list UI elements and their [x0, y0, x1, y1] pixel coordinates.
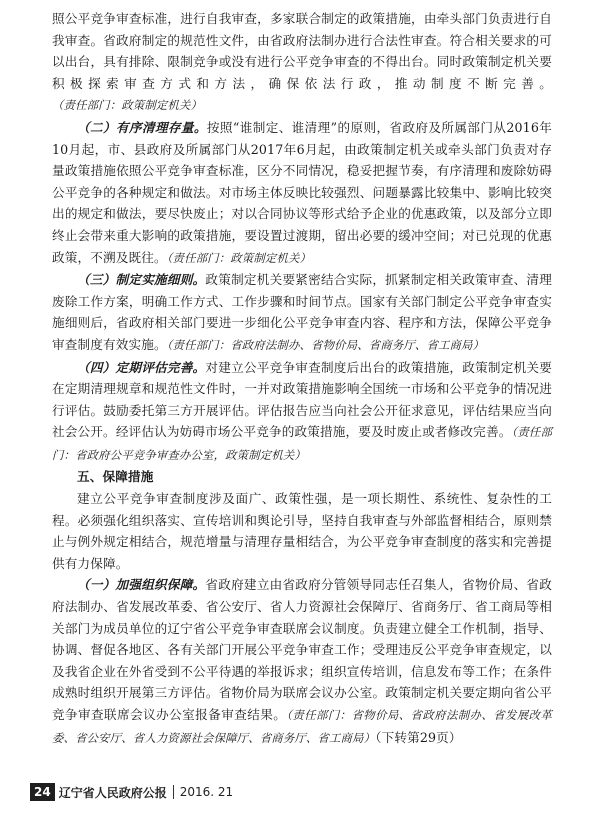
- continuation-note: （下转第29页）: [375, 729, 462, 745]
- section-lead: （一）加强组织保障。: [77, 577, 206, 593]
- responsible-department: （责任部门：省政府法制办、省物价局、省商务厅、省工商局）: [166, 337, 485, 352]
- paragraph-text: 对建立公平竞争审查制度后出台的政策措施，政策制定机关要在定期清理规章和规范性文件时，一并对政策措施影响全国统一市场和公平竞争的情况进行评估。鼓励委托第三方开展评估。评估报告应当向社会公开征求意见，评估结果应当向社会公开。经评估认为妨碍市场公平竞争的政策措施，要及时废止或者修改完善。: [52, 359, 552, 440]
- footer-divider: [173, 785, 174, 799]
- page-number: 24: [30, 783, 55, 801]
- paragraph-text: 照公平竞争审查标准，进行自我审查，多家联合制定的政策措施，由牵头部门负责进行自我审查。省政府制定的规范性文件，由省政府法制办进行合法性审查。符合相关要求的可以出台，具有排除、限制竞争或没有进行公平竞争审查的不得出台。同时政策制定机关要积极探索审查方式和方法，确保依法行政，推动制度不断完善。: [52, 11, 552, 91]
- paragraph-5: [52, 488, 552, 574]
- section-heading: 五、保障措施: [77, 469, 154, 485]
- journal-title: 辽宁省人民政府公报: [58, 785, 167, 800]
- section-lead: （四）定期评估完善。: [77, 359, 206, 375]
- paragraph-4: [52, 357, 552, 467]
- paragraph-6: [52, 574, 552, 749]
- section-lead: （三）制定实施细则。: [77, 272, 206, 288]
- responsible-department: （责任部门：政策制定机关）: [166, 250, 312, 265]
- responsible-department: （责任部门：省政府公平竞争审查办公室，政策制定机关）: [52, 425, 552, 462]
- section-lead: （二）有序清理存量。: [77, 119, 207, 135]
- paragraph-text: 按照“谁制定、谁清理”的原则，省政府及所属部门从2016年10月起，市、县政府及所属部门从2017年6月起，由政策制定机关或牵头部门负责对存量政策措施依照公平竞争审查标准，区分不同情况，稳妥把握节奏，有序清理和废除妨碍公平竞争的各种规定和做法。对市场主体反映比较强烈、问题暴露比较集中、影响比较突出的规定和做法，要尽快废止；对以合同协议等形式给予企业的优惠政策，以及部分立即终止会带来重大影响的政策措施，要设置过渡期，留出必要的缓冲空间；对已兑现的优惠政策，不溯及既往。: [52, 119, 552, 265]
- paragraph-text: 建立公平竞争审查制度涉及面广、政策性强，是一项长期性、系统性、复杂性的工程。必须强化组织落实、宣传培训和舆论引导，坚持自我审查与外部监督相结合，原则禁止与例外规定相结合，规范增量与清理存量相结合，为公平竞争审查制度的落实和完善提供有力保障。: [52, 491, 552, 571]
- paragraph-3: [52, 269, 552, 356]
- issue-number: 2016. 21: [179, 785, 234, 799]
- responsible-department: （责任部门：政策制定机关）: [52, 98, 203, 113]
- document-body: [52, 8, 552, 749]
- paragraph-2: [52, 117, 552, 269]
- paragraph-1: [52, 8, 552, 117]
- paragraph-text: 政策制定机关要紧密结合实际，抓紧制定相关政策审查、清理废除工作方案，明确工作方式、工作步骤和时间节点。国家有关部门制定公平竞争审查实施细则后，省政府相关部门要进一步细化公平竞争审查内容、程序和方法，保障公平竞争审查制度有效实施。: [52, 272, 552, 352]
- responsible-department: （责任部门：省物价局、省政府法制办、省发展改革委、省公安厅、省人力资源社会保障厅、省商务厅、省工商局）: [52, 708, 552, 745]
- paragraph-text: 省政府建立由省政府分管领导同志任召集人，省物价局、省政府法制办、省发展改革委、省公安厅、省人力资源社会保障厅、省商务厅、省工商局等相关部门为成员单位的辽宁省公平竞争审查联席会议制度。负责建立健全工作机制，指导、协调、督促各地区、各有关部门开展公平竞争审查工作；受理违反公平竞争审查规定，以及我省企业在外省受到不公平待遇的举报诉求；组织宣传培训，信息发布等工作；在条件成熟时组织开展第三方评估。省物价局为联席会议办公室。政策制定机关要定期向省公平竞争审查联席会议办公室报备审查结果。: [52, 577, 552, 722]
- page-footer: [30, 781, 233, 803]
